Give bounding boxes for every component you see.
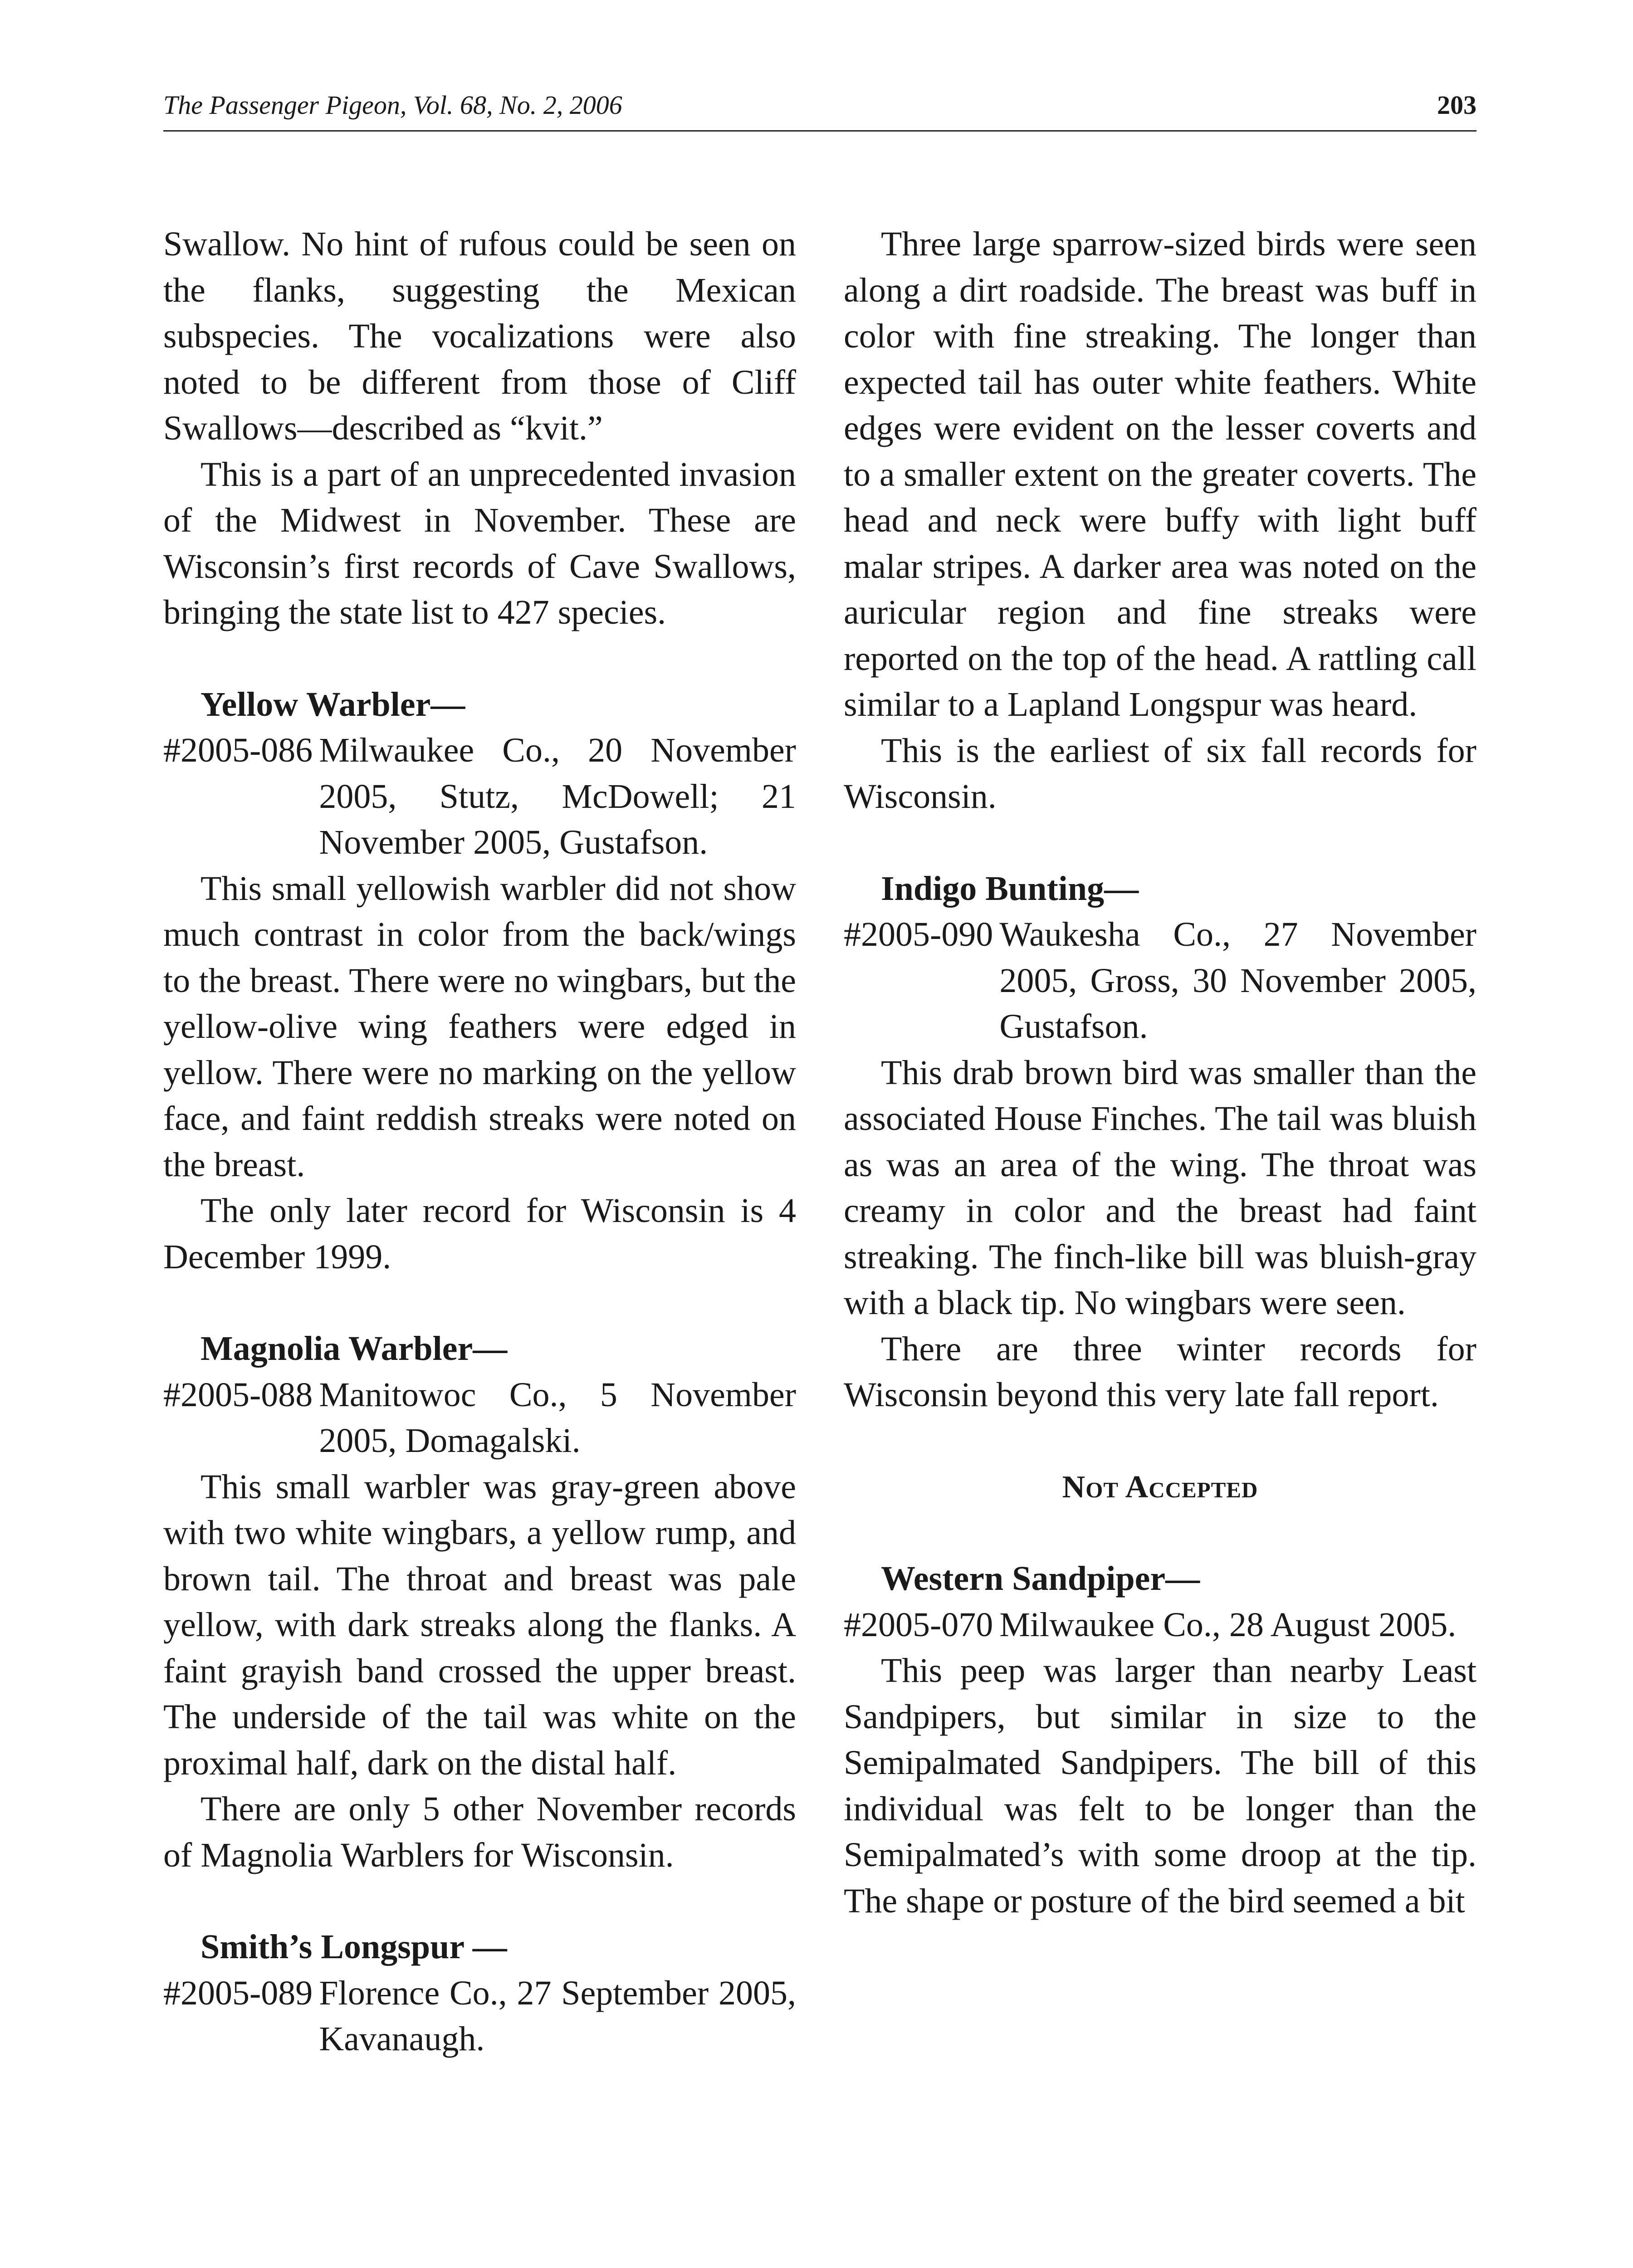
species-heading-yellow-warbler: Yellow Warbler— bbox=[200, 685, 465, 723]
cave-swallow-note: This is a part of an unprecedented invasion of the Midwest in November. These are Wisconsin’s first records of Cave Swallows, bringing the state list to 427 species. bbox=[163, 455, 796, 631]
record-details: Milwaukee Co., 20 November 2005, Stutz, McDowell; 21 November 2005, Gustafson. bbox=[319, 731, 796, 861]
record-details: Milwaukee Co., 28 August 2005. bbox=[999, 1605, 1457, 1644]
section-heading-not-accepted: Not Accepted bbox=[1062, 1469, 1258, 1505]
species-note: There are three winter records for Wisconsin beyond this very late fall report. bbox=[844, 1330, 1477, 1414]
right-column bbox=[844, 221, 1477, 1924]
species-note: There are only 5 other November records of Magnolia Warblers for Wisconsin. bbox=[163, 1790, 796, 1874]
species-description: Three large sparrow-sized birds were seen along a dirt roadside. The breast was buff in color with fine streaking. The longer than expected tail has outer white feathers. White edges were evident on the lesser coverts and to a smaller extent on the greater coverts. The head and neck were buffy with light buff malar stripes. A darker area was noted on the auricular region and fine streaks were reported on the top of the head. A rattling call similar to a Lapland Longspur was heard. bbox=[844, 225, 1477, 723]
species-note: This is the earliest of six fall records for Wisconsin. bbox=[844, 731, 1477, 816]
species-heading-western-sandpiper: Western Sandpiper— bbox=[881, 1559, 1200, 1598]
page-number: 203 bbox=[1437, 90, 1477, 120]
species-description: This peep was larger than nearby Least Sandpipers, but similar in size to the Semipalmated Sandpipers. The bill of this individual was felt to be longer than the Semipalmated’s with some droop at the tip. The shape or posture of the bird seemed a bit bbox=[844, 1652, 1477, 1920]
running-header bbox=[163, 82, 1477, 132]
species-description: This drab brown bird was smaller than the associated House Finches. The tail was bluish as was an area of the wing. The throat was creamy in color and the breast had faint streaking. The finch-like bill was bluish-gray with a black tip. No wingbars were seen. bbox=[844, 1053, 1477, 1322]
record-entry bbox=[844, 912, 1477, 1050]
record-details: Manitowoc Co., 5 November 2005, Domagalski. bbox=[319, 1375, 796, 1460]
record-entry bbox=[163, 1372, 796, 1464]
cave-swallow-continued: Swallow. No hint of rufous could be seen on the flanks, suggesting the Mexican subspecies. The vocalizations were also noted to be different from those of Cliff Swallows—described as “kvit.” bbox=[163, 225, 796, 447]
left-column bbox=[163, 221, 796, 2063]
record-number: #2005-089 bbox=[163, 1974, 313, 2012]
species-heading-magnolia-warbler: Magnolia Warbler— bbox=[200, 1330, 508, 1368]
record-details: Florence Co., 27 September 2005, Kavanaugh. bbox=[319, 1974, 796, 2058]
species-heading-smiths-longspur: Smith’s Longspur — bbox=[200, 1928, 507, 1966]
journal-citation: The Passenger Pigeon, Vol. 68, No. 2, 2006 bbox=[163, 90, 622, 120]
record-entry bbox=[163, 1970, 796, 2063]
species-heading-indigo-bunting: Indigo Bunting— bbox=[881, 869, 1139, 908]
record-number: #2005-070 bbox=[844, 1605, 993, 1644]
record-entry bbox=[844, 1602, 1477, 1648]
record-number: #2005-088 bbox=[163, 1375, 313, 1414]
header-rule bbox=[163, 130, 1477, 132]
species-description: This small yellowish warbler did not show much contrast in color from the back/wings to the breast. There were no wingbars, but the yellow-olive wing feathers were edged in yellow. There were no marking on the yellow face, and faint reddish streaks were noted on the breast. bbox=[163, 869, 796, 1184]
record-details: Waukesha Co., 27 November 2005, Gross, 30 November 2005, Gustafson. bbox=[999, 915, 1477, 1046]
record-number: #2005-086 bbox=[163, 731, 313, 769]
record-entry bbox=[163, 728, 796, 866]
species-note: The only later record for Wisconsin is 4 December 1999. bbox=[163, 1192, 796, 1276]
record-number: #2005-090 bbox=[844, 915, 993, 953]
species-description: This small warbler was gray-green above with two white wingbars, a yellow rump, and brown tail. The throat and breast was pale yellow, with dark streaks along the flanks. A faint grayish band crossed the upper breast. The underside of the tail was white on the proximal half, dark on the distal half. bbox=[163, 1467, 796, 1782]
